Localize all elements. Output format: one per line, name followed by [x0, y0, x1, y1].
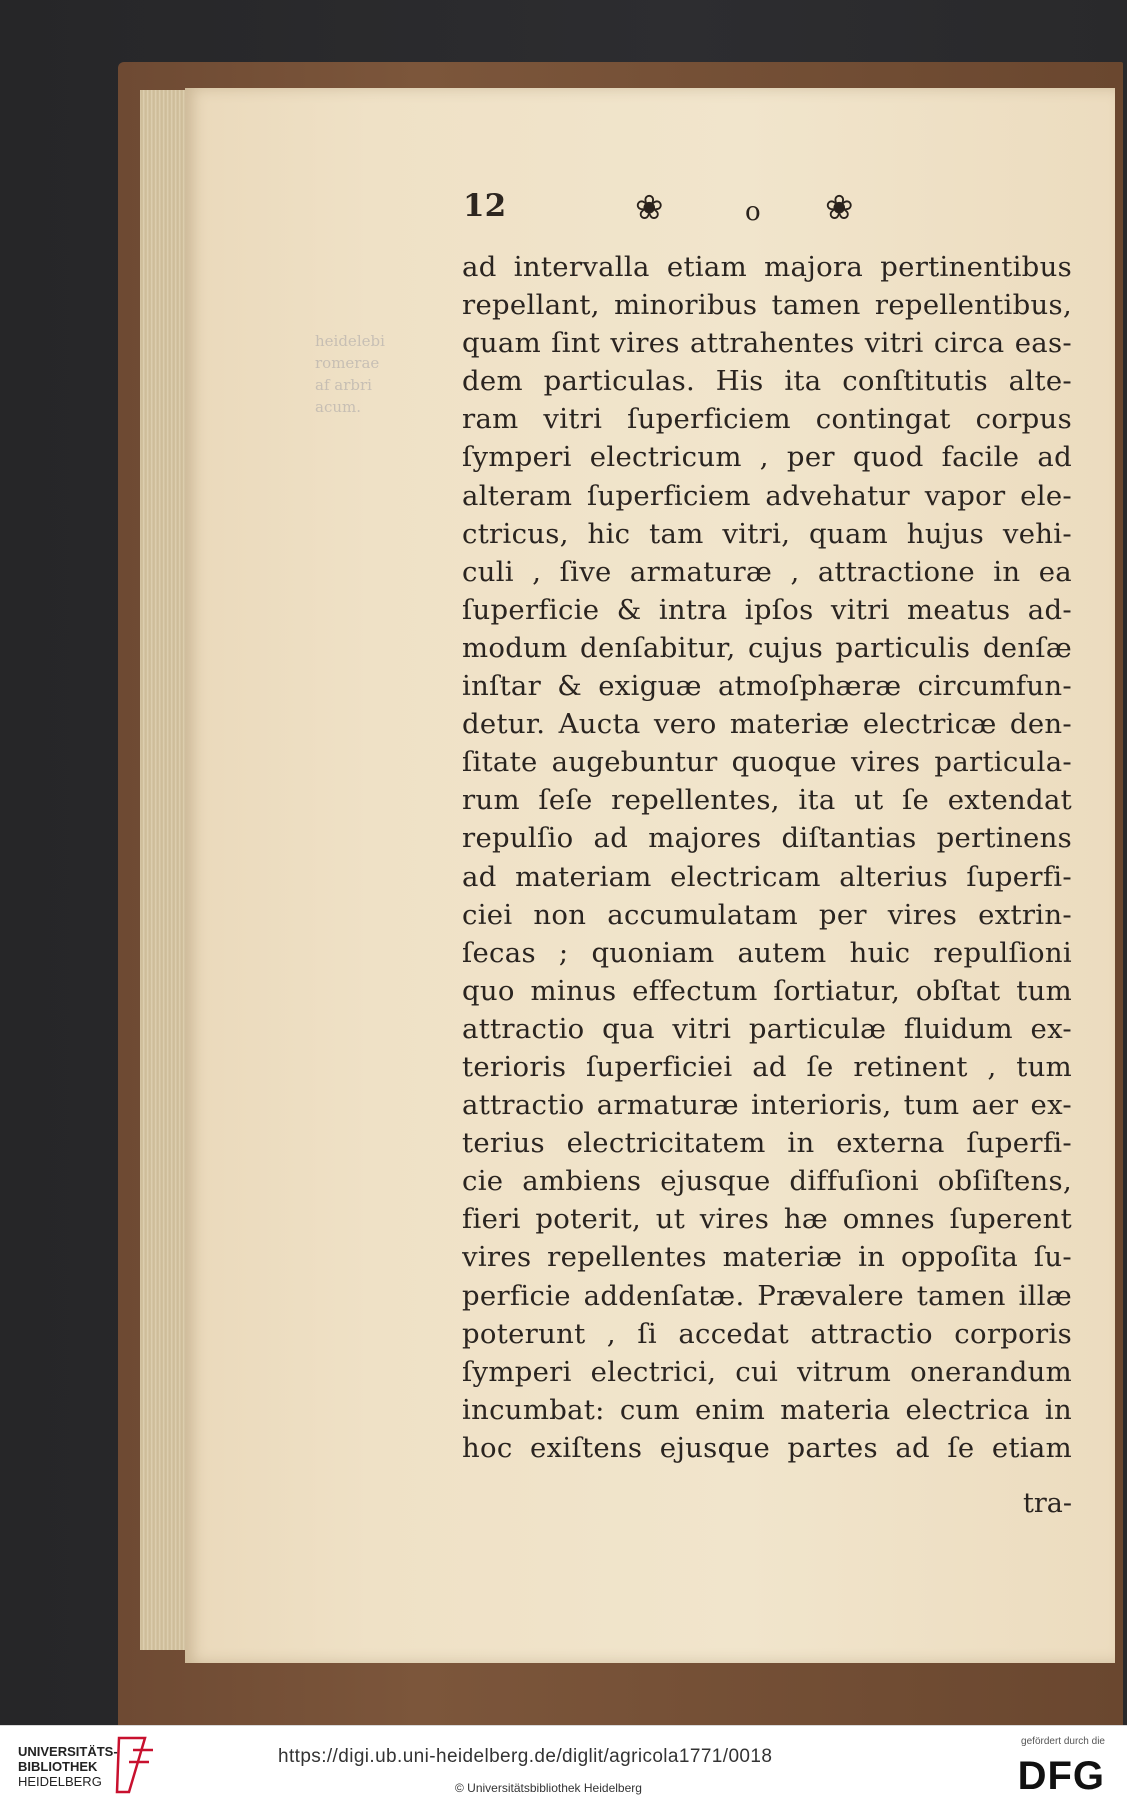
- text-line: inſtar & exiguæ atmoſphæræ circumfun-: [462, 670, 1072, 703]
- text-line: rum ſeſe repellentes, ita ut ſe extendat: [462, 784, 1072, 817]
- viewer-footer: [0, 1725, 1127, 1807]
- text-line: repellant, minoribus tamen repellentibus,: [462, 289, 1072, 322]
- show-through-text: [315, 330, 425, 450]
- text-line: terius electricitatem in externa ſuperfi-: [462, 1127, 1072, 1160]
- text-line: modum denſabitur, cujus particulis denſæ: [462, 631, 1072, 664]
- text-line: vires repellentes materiæ in oppoſita ſu-: [462, 1241, 1072, 1274]
- show-through-line: romerae: [315, 354, 380, 372]
- permalink-url[interactable]: https://digi.ub.uni-heidelberg.de/diglit/agricola1771/0018: [278, 1746, 773, 1767]
- flower-ornament-icon: ❀: [635, 188, 664, 228]
- flower-ornament-icon: ❀: [825, 188, 854, 228]
- text-line: detur. Aucta vero materiæ electricæ den-: [462, 708, 1072, 741]
- text-line: ad intervalla etiam majora pertinentibus: [462, 251, 1072, 283]
- text-line: ſuperficie & intra ipſos vitri meatus ad-: [462, 593, 1072, 626]
- page-edges: [140, 90, 191, 1650]
- text-line: terioris ſuperficiei ad ſe retinent , tum: [462, 1050, 1072, 1083]
- text-line: incumbat: cum enim materia electrica in: [462, 1393, 1072, 1426]
- show-through-line: acum.: [315, 398, 361, 416]
- text-line: ram vitri ſuperficiem contingat corpus: [462, 403, 1072, 436]
- text-line: quam ſint vires attrahentes vitri circa eas-: [462, 327, 1072, 360]
- text-line: attractio armaturæ interioris, tum aer ex-: [462, 1089, 1072, 1122]
- text-line: ſitate augebuntur quoque vires particula-: [462, 746, 1072, 779]
- library-logo[interactable]: [18, 1744, 118, 1789]
- text-line: attractio qua vitri particulæ fluidum ex-: [462, 1012, 1072, 1045]
- page-header: [455, 188, 875, 236]
- funded-by-label: gefördert durch die: [1021, 1736, 1105, 1747]
- library-name-line: BIBLIOTHEK: [18, 1759, 98, 1774]
- text-line: ſymperi electricum , per quod facile ad: [462, 441, 1072, 474]
- text-line: poterunt , ſi accedat attractio corporis: [462, 1317, 1072, 1350]
- text-line: alteram ſuperficiem advehatur vapor ele-: [462, 479, 1072, 512]
- text-line: ctricus, hic tam vitri, quam hujus vehi-: [462, 517, 1072, 550]
- dfg-logo[interactable]: DFG: [1017, 1754, 1105, 1798]
- text-line: culi , ſive armaturæ , attractione in ea: [462, 555, 1072, 588]
- text-line: cie ambiens ejusque diffuſioni obſiſtens,: [462, 1165, 1072, 1198]
- show-through-line: heidelebi: [315, 332, 385, 350]
- text-line: ſymperi electrici, cui vitrum onerandum: [462, 1355, 1072, 1388]
- circle-ornament-icon: o: [745, 197, 761, 227]
- text-line: ciei non accumulatam per vires extrin-: [462, 898, 1072, 931]
- text-line: fieri poterit, ut vires hæ omnes ſuperent: [462, 1203, 1072, 1236]
- page-number: 12: [463, 188, 507, 224]
- body-text: [462, 248, 1072, 1467]
- text-line: hoc exiſtens ejusque partes ad ſe etiam: [462, 1431, 1072, 1464]
- text-line: dem particulas. His ita conſtitutis alte-: [462, 365, 1072, 398]
- text-line: perficie addenſatæ. Prævalere tamen illæ: [462, 1279, 1072, 1312]
- library-name-line: HEIDELBERG: [18, 1774, 102, 1789]
- text-line: repulſio ad majores diſtantias pertinens: [462, 822, 1072, 855]
- copyright-notice: © Universitätsbibliothek Heidelberg: [455, 1781, 642, 1795]
- text-line: ſecas ; quoniam autem huic repulſioni: [462, 936, 1072, 969]
- catchword: tra-: [1023, 1488, 1072, 1519]
- show-through-line: af arbri: [315, 376, 372, 394]
- library-name-line: UNIVERSITÄTS-: [18, 1744, 118, 1759]
- text-line: ad materiam electricam alterius ſuperfi-: [462, 860, 1072, 893]
- library-mark-icon: [115, 1736, 155, 1794]
- text-line: quo minus effectum ſortiatur, obſtat tum: [462, 974, 1072, 1007]
